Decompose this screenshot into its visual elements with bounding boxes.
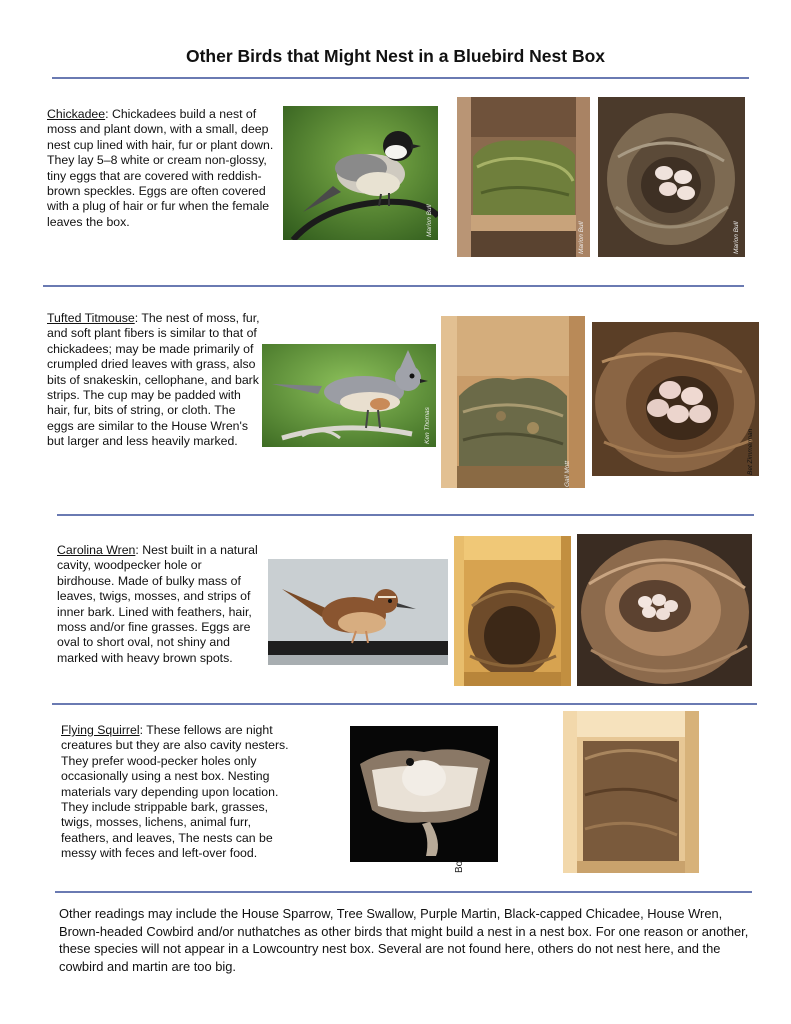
titmouse-eggs-photo (592, 322, 759, 476)
squirrel-description (61, 723, 291, 862)
chickadee-photo (283, 106, 438, 240)
photo-credit: Marion Bull (426, 204, 433, 237)
chickadee-eggs-photo (598, 97, 745, 257)
chickadee-nest-box-photo (457, 97, 590, 257)
wren-photo (268, 559, 448, 665)
chickadee-text: : Chickadees build a nest of moss and plant down, with a small, deep nest cup lined with hair, fur or plant down. They lay 5–8 white or cream non-glossy, tiny eggs that are covered with reddish-brown speckles. Eggs are often covered with a plug of hair or fur when the female leaves the box. (47, 107, 274, 229)
divider (52, 77, 749, 79)
photo-credit: Bo (454, 860, 465, 873)
chickadee-description (47, 107, 279, 230)
squirrel-text: : These fellows are night creatures but they are also cavity nesters. They prefer wood-pecker holes only occasionally using a nest box. Nesting materials vary depending upon location. They include strippable bark, grasses, twigs, mosses, lichens, animal furr, feathers, and leaves, The nests can be messy with feces and left-over food. (61, 723, 289, 861)
titmouse-photo (262, 344, 436, 447)
divider (55, 891, 752, 893)
titmouse-description (47, 311, 262, 450)
wren-nest-box-photo (454, 536, 571, 686)
squirrel-name: Flying Squirrel (61, 723, 140, 737)
wren-eggs-photo (577, 534, 752, 686)
divider (52, 703, 757, 705)
photo-credit: Marion Bull (578, 221, 585, 254)
chickadee-name: Chickadee (47, 107, 106, 121)
wren-description (57, 543, 262, 666)
wren-text: : Nest built in a natural cavity, woodpecker hole or birdhouse. Made of bulky mass of leaves, twigs, mosses, and strips of inner bark. Lined with feathers, hair, moss and/or fine grasses. Eggs are oval to short oval, not shiny and marked with heavy brown spots. (57, 543, 258, 665)
titmouse-nest-box-photo (441, 316, 585, 488)
divider (57, 514, 754, 516)
page-title: Other Birds that Might Nest in a Bluebird Nest Box (185, 46, 606, 66)
squirrel-nest-box-photo (563, 711, 699, 873)
titmouse-name: Tufted Titmouse (47, 311, 135, 325)
footer-text: Other readings may include the House Sparrow, Tree Swallow, Purple Martin, Black-capped Chicadee, House Wren, Brown-headed Cowbird and/or nuthatches as other birds that might build a nest in a nest box. For one reason or another, these species will not appear in a Lowcountry nest box. Several are not found here, others do not nest here, and the cowbird and martin are too big. (59, 906, 749, 974)
wren-name: Carolina Wren (57, 543, 136, 557)
titmouse-text: : The nest of moss, fur, and soft plant fibers is similar to that of chickadees; may be made primarily of crumpled dried leaves with grass, also bits of snakeskin, cellophane, and bark strips. The cup may be padded with hair, fur, bits of string, or cloth. The eggs are similar to the House Wren's but larger and less heavily marked. (47, 311, 260, 449)
photo-credit: Gail Mott (564, 460, 571, 487)
photo-credit: Ken Thomas (424, 407, 431, 444)
flying-squirrel-photo (350, 726, 498, 862)
photo-credit: Bet Zimmerman (747, 428, 754, 475)
photo-credit: Marion Bull (733, 221, 740, 254)
divider (43, 285, 744, 287)
